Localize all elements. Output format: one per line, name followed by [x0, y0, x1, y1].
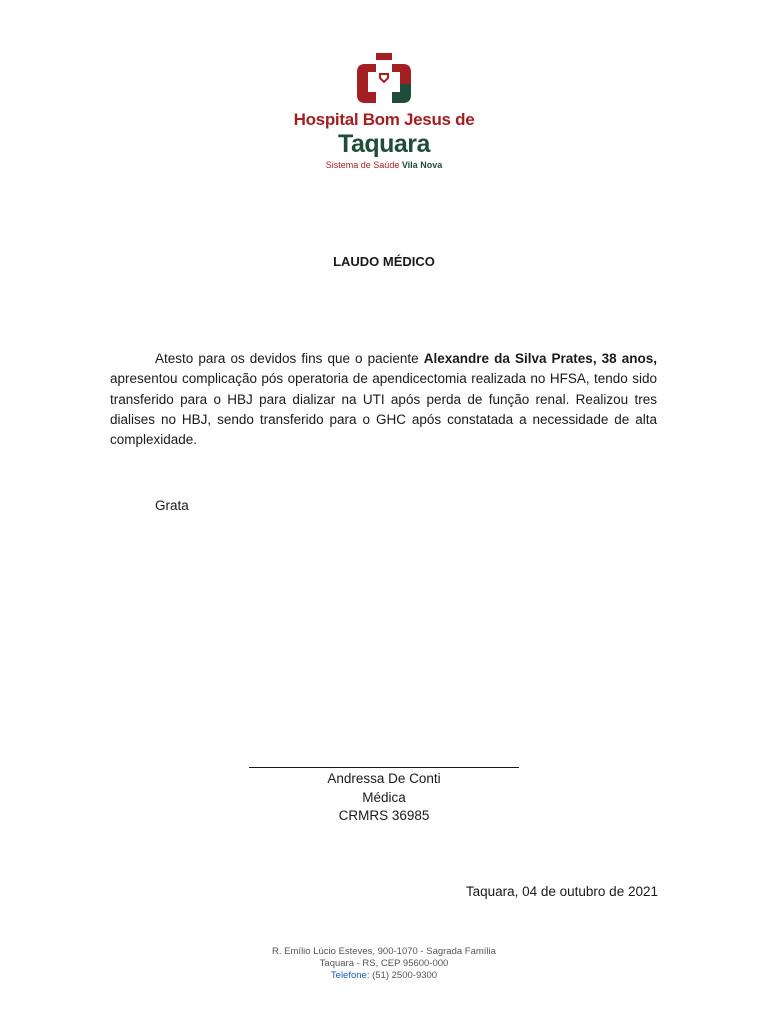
signer-name: Andressa De Conti	[327, 771, 441, 786]
body-paragraph	[110, 349, 657, 450]
body-intro: Atesto para os devidos fins que o paciente	[155, 351, 424, 366]
subtitle-brand: Vila Nova	[401, 160, 443, 170]
footer-address: R. Emílio Lúcio Esteves, 900-1070 - Sagrada Família	[272, 946, 496, 957]
hospital-city: Taquara	[338, 130, 430, 158]
signature-block	[0, 757, 768, 826]
signature-line	[249, 757, 519, 768]
page-footer	[0, 946, 768, 982]
patient-name: Alexandre da Silva Prates, 38 anos,	[423, 351, 657, 366]
hospital-logo	[0, 50, 768, 170]
phone-label: Telefone	[330, 970, 367, 981]
document-body	[110, 349, 657, 450]
signer-registration: CRMRS 36985	[338, 808, 430, 823]
hospital-name: Hospital Bom Jesus de	[293, 110, 475, 129]
hospital-subtitle	[0, 160, 768, 170]
closing-text: Grata	[155, 498, 189, 513]
phone-number: : (51) 2500-9300	[366, 970, 438, 981]
date-line: Taquara, 04 de outubro de 2021	[465, 884, 658, 899]
signer-role: Médica	[362, 789, 406, 805]
footer-city: Taquara - RS, CEP 95600-000	[319, 958, 449, 969]
body-rest: apresentou complicação pós operatoria de apendicectomia realizada no HFSA, tendo sido transferido para o HBJ para dializar na UTI após perda de função renal. Realizou tres dialises no HBJ, sendo transferido para o GHC após constatada a necessidade de alta complexidade.	[110, 371, 657, 448]
hospital-cross-icon	[354, 50, 414, 106]
subtitle-prefix: Sistema de Saúde	[325, 160, 400, 170]
document-title: LAUDO MÉDICO	[333, 254, 435, 269]
footer-phone	[0, 970, 768, 982]
